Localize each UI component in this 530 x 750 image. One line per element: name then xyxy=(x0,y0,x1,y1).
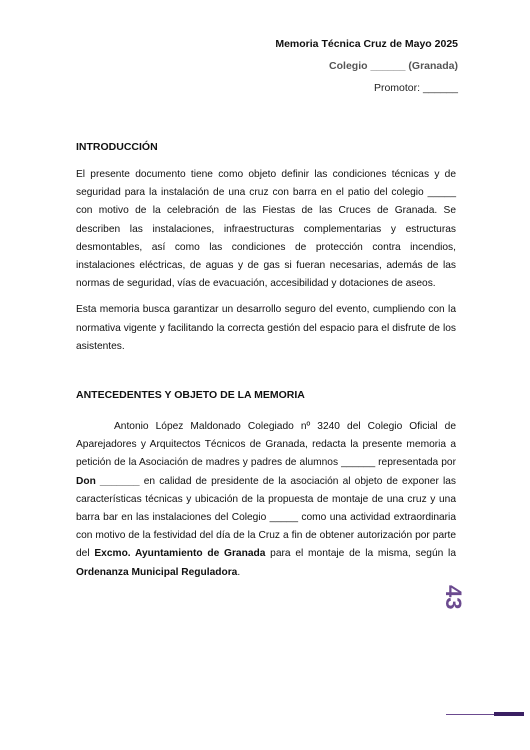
antecedentes-paragraph xyxy=(76,418,456,582)
text-run: Antonio López Maldonado Colegiado nº 3240 del Colegio Oficial de Aparejadores y Arquitectos Técnicos de Granada, redacta la presente memoria a petición de la Asociación de madres y padres de alumnos ______ representada por xyxy=(76,421,456,469)
municipal-ordinance: Ordenanza Municipal Reguladora xyxy=(76,566,238,578)
header-promoter: Promotor: ______ xyxy=(373,82,458,94)
header-school: Colegio ______ (Granada) xyxy=(329,60,458,72)
city-council: Excmo. Ayuntamiento de Granada xyxy=(94,548,266,560)
antecedentes-heading: ANTECEDENTES Y OBJETO DE LA MEMORIA xyxy=(76,389,305,401)
intro-paragraph-2: Esta memoria busca garantizar un desarrollo seguro del evento, cumpliendo con la normativa vigente y facilitando la correcta gestión del espacio para el disfrute de los asistentes. xyxy=(76,304,456,352)
text-run: en calidad de presidente de la asociación al objeto de exponer las características técnicas y ubicación de la propuesta de montaje de una cruz y una barra bar en las instalaciones del Colegio _____ como una actividad extraordinaria con motivo de la festividad del día de la Cruz a fin de obtener autorización por parte del xyxy=(76,475,456,560)
page-header xyxy=(275,33,458,99)
intro-section xyxy=(76,141,456,356)
intro-paragraph-1: El presente documento tiene como objeto definir las condiciones técnicas y de seguridad para la instalación de una cruz con barra en el patio del colegio _____ con motivo de la celebración de las Fiestas de las Cruces de Granada. Se describen las instalaciones, infraestructuras complementarias y estructuras desmontables, así como las condiciones de protección contra incendios, instalaciones eléctricas, de aguas y de gas si fueran necesarias, además de las normas de seguridad, vías de evacuación, accesibilidad y dotaciones de aseos. xyxy=(76,169,456,290)
text-run: . xyxy=(237,566,241,578)
header-title: Memoria Técnica Cruz de Mayo 2025 xyxy=(275,38,458,50)
president-name: Don _______ xyxy=(76,475,140,487)
antecedentes-section xyxy=(76,389,456,582)
text-run: para el montaje de la misma, según la xyxy=(265,548,456,560)
page-number: 43 xyxy=(441,585,466,610)
footer-line xyxy=(446,714,494,715)
footer-accent-bar xyxy=(494,712,524,716)
intro-heading: INTRODUCCIÓN xyxy=(76,141,158,153)
